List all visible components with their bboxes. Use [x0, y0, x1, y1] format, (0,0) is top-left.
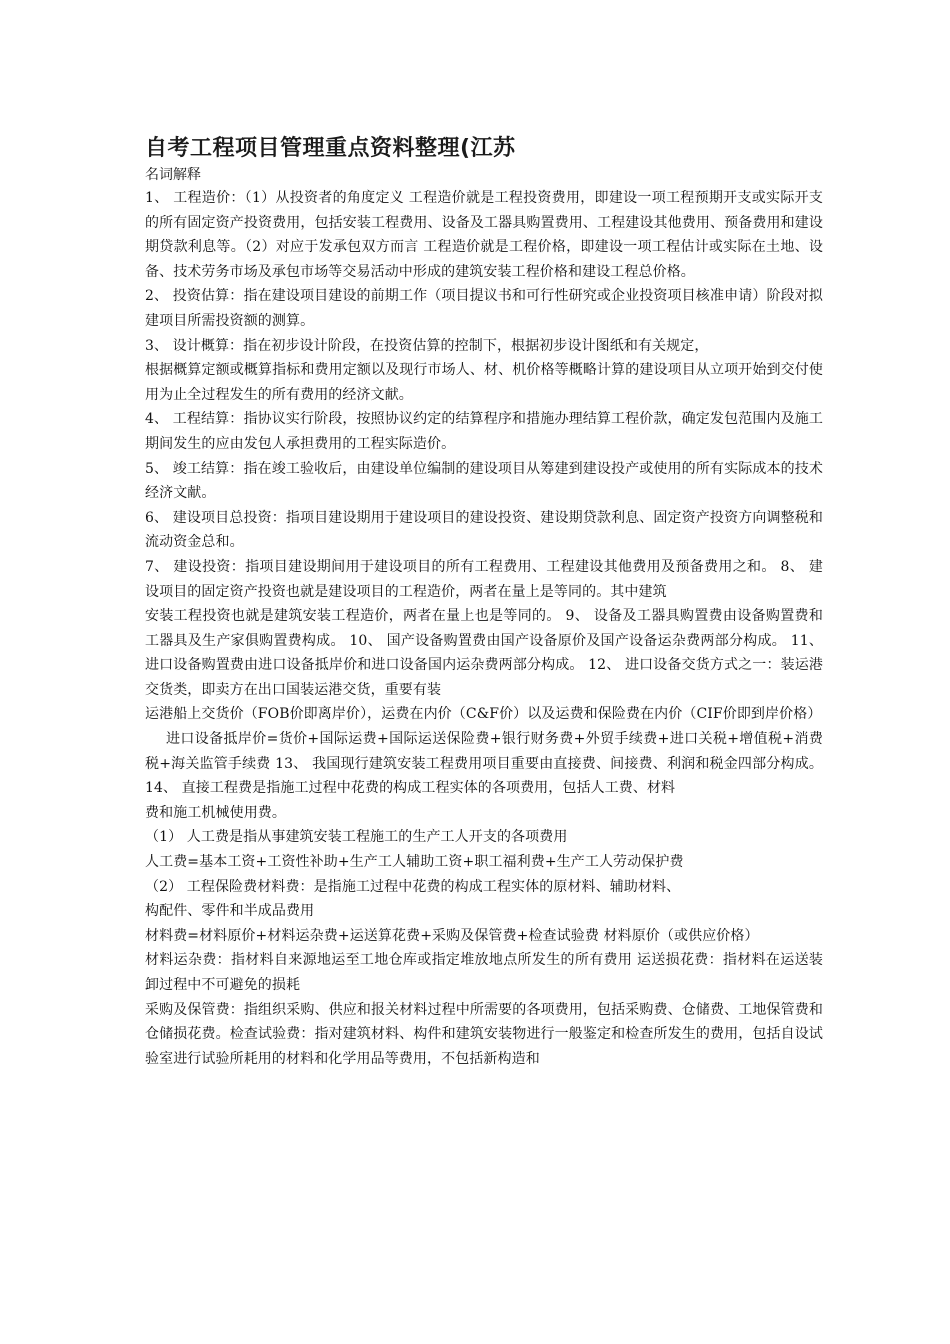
paragraph-10: 运港船上交货价（FOB价即离岸价），运费在内价（C&F价）以及运费和保险费在内价（CIF价即到岸价格） [145, 706, 822, 723]
paragraph-13: （1） 人工费是指从事建筑安装工程施工的生产工人开支的各项费用 [145, 829, 568, 846]
paragraph-9: 安装工程投资也就是建筑安装工程造价，两者在量上也是等同的。 9、 设备及工器具购置费由设备购置费和工器具及生产家俱购置费构成。 10、 国产设备购置费由国产设备原价及国产设备运杂费两部分构成。 11、 进口设备购置费由进口设备抵岸价和进口设备国内运杂费两部分构成。 12、 进口设备交货方式之一：装运港交货类，即卖方在出口国装运港交货，重要有装 [145, 608, 823, 698]
paragraph-3: 3、 设计概算：指在初步设计阶段，在投资估算的控制下，根据初步设计图纸和有关规定， [145, 337, 709, 354]
paragraph-19: 采购及保管费：指组织采购、供应和报关材料过程中所需要的各项费用，包括采购费、仓储费、工地保管费和仓储损花费。检查试验费：指对建筑材料、构件和建筑安装物进行一般鉴定和检查所发生的费用，包括自设试验室进行试验所耗用的材料和化学用品等费用，不包括新构造和 [145, 1001, 823, 1067]
document-title: 自考工程项目管理重点资料整理(江苏 [145, 136, 516, 161]
paragraph-5: 4、 工程结算：指协议实行阶段，按照协议约定的结算程序和措施办理结算工程价款，确定发包范围内及施工期间发生的应由发包人承担费用的工程实际造价。 [145, 411, 823, 452]
document-page [145, 134, 823, 1071]
paragraph-1: 1、 工程造价：（1）从投资者的角度定义 工程造价就是工程投资费用，即建设一项工程预期开支或实际开支的所有固定资产投资费用，包括安装工程费用、设备及工器具购置费用、工程建设其他费用、预备费用和建设期贷款利息等。（2）对应于发承包双方而言 工程造价就是工程价格，即建设一项工程估计或实际在土地、设备、技术劳务市场及承包市场等交易活动中形成的建筑安装工程价格和建设工程总价格。 [145, 190, 823, 280]
section-heading: 名词解释 [145, 167, 201, 183]
paragraph-8: 7、 建设投资：指项目建设期间用于建设项目的所有工程费用、工程建设其他费用及预备费用之和。 8、 建设项目的固定资产投资也就是建设项目的工程造价，两者在量上是等同的。其中建筑 [145, 558, 823, 600]
paragraph-6: 5、 竣工结算：指在竣工验收后，由建设单位编制的建设项目从筹建到建设投产或使用的所有实际成本的技术经济文献。 [145, 460, 823, 502]
paragraph-15: （2） 工程保险费材料费：是指施工过程中花费的构成工程实体的原材料、辅助材料、 [145, 878, 681, 895]
paragraph-2: 2、 投资估算：指在建设项目建设的前期工作（项目提议书和可行性研究或企业投资项目核准申请）阶段对拟建项目所需投资额的测算。 [145, 288, 823, 329]
paragraph-18: 材料运杂费：指材料自来源地运至工地仓库或指定堆放地点所发生的所有费用 运送损花费：指材料在运送装卸过程中不可避免的损耗 [145, 952, 823, 993]
paragraph-11: 进口设备抵岸价=货价+国际运费+国际运送保险费+银行财务费+外贸手续费+进口关税+增值税+消费税+海关监管手续费 13、 我国现行建筑安装工程费用项目重要由直接费、间接费、利润和税金四部分构成。 14、 直接工程费是指施工过程中花费的构成工程实体的各项费用，包括人工费、材料 [145, 731, 823, 797]
document-body [145, 186, 823, 1071]
paragraph-16: 构配件、零件和半成品费用 [145, 903, 315, 920]
paragraph-4: 根据概算定额或概算指标和费用定额以及现行市场人、材、机价格等概略计算的建设项目从立项开始到交付使用为止全过程发生的所有费用的经济文献。 [145, 362, 823, 403]
paragraph-17: 材料费=材料原价+材料运杂费+运送算花费+采购及保管费+检查试验费 材料原价（或供应价格） [145, 927, 759, 944]
paragraph-12: 费和施工机械使用费。 [145, 804, 286, 821]
paragraph-7: 6、 建设项目总投资：指项目建设期用于建设项目的建设投资、建设期贷款利息、固定资产投资方向调整税和流动资金总和。 [145, 509, 823, 551]
paragraph-14: 人工费=基本工资+工资性补助+生产工人辅助工资+职工福利费+生产工人劳动保护费 [145, 854, 684, 871]
